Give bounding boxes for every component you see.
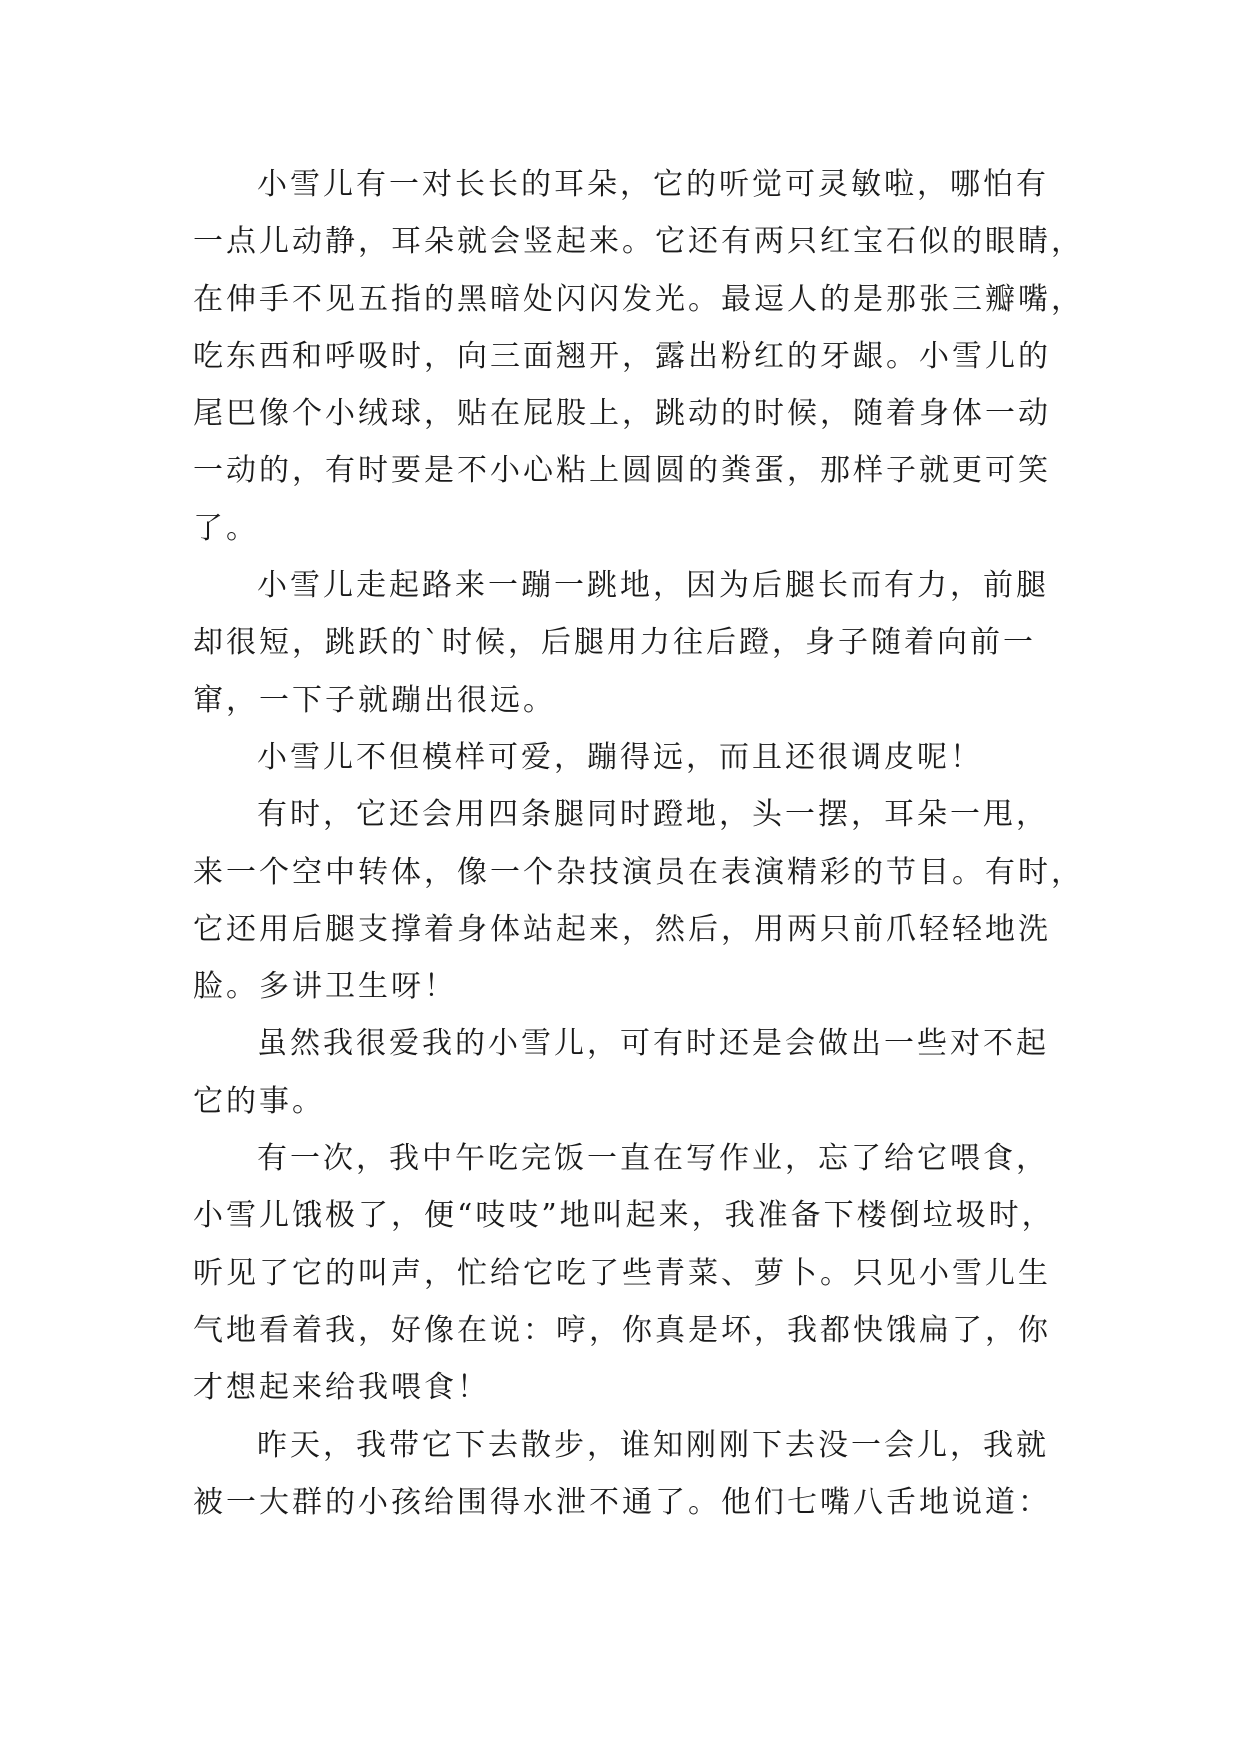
text-line: 有时，它还会用四条腿同时蹬地，头一摆，耳朵一甩， (257, 797, 1049, 833)
paragraph (193, 557, 1073, 729)
text-line: 气地看着我，好像在说：哼，你真是坏，我都快饿扁了，你 (193, 1312, 1051, 1348)
text-line: 有一次，我中午吃完饭一直在写作业，忘了给它喂食， (257, 1141, 1049, 1177)
text-line: 窜，一下子就蹦出很远。 (193, 682, 556, 718)
text-line: 虽然我很爱我的小雪儿，可有时还是会做出一些对不起 (257, 1026, 1049, 1062)
text-line: 听见了它的叫声，忙给它吃了些青菜、萝卜。只见小雪儿生 (193, 1255, 1051, 1291)
text-line: 小雪儿走起路来一蹦一跳地，因为后腿长而有力，前腿 (257, 568, 1049, 604)
text-line: 它还用后腿支撑着身体站起来，然后，用两只前爪轻轻地洗 (193, 911, 1051, 947)
paragraph (193, 1015, 1073, 1130)
document-body (193, 156, 1084, 1531)
text-line: 一点儿动静，耳朵就会竖起来。它还有两只红宝石似的眼睛， (193, 224, 1084, 260)
paragraph (193, 1130, 1073, 1416)
text-line: 昨天，我带它下去散步，谁知刚刚下去没一会儿，我就 (257, 1427, 1049, 1463)
text-line: 它的事。 (193, 1083, 325, 1119)
text-line: 脸。多讲卫生呀！ (193, 969, 457, 1005)
text-line: 才想起来给我喂食！ (193, 1370, 490, 1406)
text-line: 被一大群的小孩给围得水泄不通了。他们七嘴八舌地说道： (193, 1484, 1051, 1520)
text-line: 小雪儿饿极了，便“吱吱”地叫起来，我准备下楼倒垃圾时， (193, 1198, 1055, 1234)
text-line: 在伸手不见五指的黑暗处闪闪发光。最逗人的是那张三瓣嘴， (193, 281, 1084, 317)
text-line: 尾巴像个小绒球，贴在屁股上，跳动的时候，随着身体一动 (193, 396, 1051, 432)
paragraph (193, 786, 1084, 1015)
text-line: 小雪儿不但模样可爱，蹦得远，而且还很调皮呢！ (257, 739, 983, 775)
text-line: 了。 (193, 510, 259, 546)
paragraph (193, 156, 1084, 557)
text-line: 却很短，跳跃的`时候，后腿用力往后蹬，身子随着向前一 (193, 625, 1036, 661)
paragraph (193, 1417, 1073, 1532)
text-line: 一动的，有时要是不小心粘上圆圆的粪蛋，那样子就更可笑 (193, 453, 1051, 489)
text-line: 小雪儿有一对长长的耳朵，它的听觉可灵敏啦，哪怕有 (257, 167, 1049, 202)
text-line: 来一个空中转体，像一个杂技演员在表演精彩的节目。有时， (193, 854, 1084, 890)
text-line: 吃东西和呼吸时，向三面翘开，露出粉红的牙龈。小雪儿的 (193, 338, 1051, 374)
paragraph (193, 729, 1073, 786)
